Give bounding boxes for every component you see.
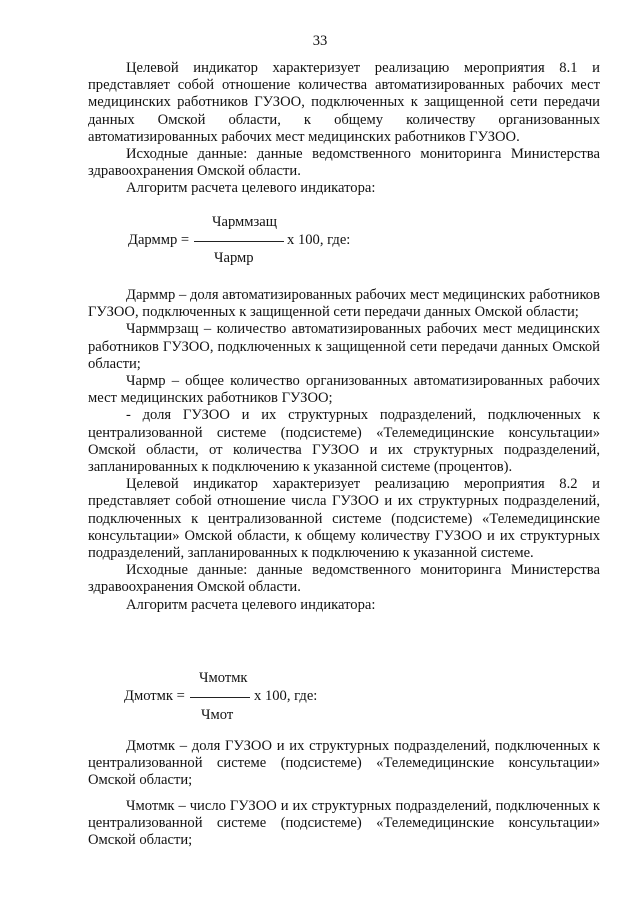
section-indicator-8-1 xyxy=(88,60,600,198)
fraction-bar xyxy=(194,241,284,242)
section-definitions-8-2 xyxy=(88,738,600,849)
definition-charmmrzasch: Чарммрзащ – количество автоматизированных рабочих мест медицинских работников ГУЗОО, подключенных к защищенной сети передачи данных Омской области; xyxy=(88,321,600,372)
definition-dmotmk: Дмотмк – доля ГУЗОО и их структурных подразделений, подключенных к централизованной системе (подсистеме) «Телемедицинские консультации» Омской области; xyxy=(88,738,600,789)
formula-lhs: Дарммр = xyxy=(128,232,190,248)
formula-denominator: Чмот xyxy=(201,707,234,723)
formula-denominator: Чармр xyxy=(214,250,254,266)
page-number: 33 xyxy=(312,33,328,49)
paragraph-indicator-8-1-description: Целевой индикатор характеризует реализацию мероприятия 8.1 и представляет собой отношение количества автоматизированных рабочих мест медицинских работников ГУЗОО, подключенных к защищенной сети передачи данных Омской области, к общему количеству организованных автоматизированных рабочих мест медицинских работников ГУЗОО. xyxy=(88,60,600,145)
paragraph-indicator-8-2-description: Целевой индикатор характеризует реализацию мероприятия 8.2 и представляет собой отношение числа ГУЗОО и их структурных подразделений, подключенных к централизованной системе (подсистеме) «Телемедицинские консультации» Омской области, к общему количеству ГУЗОО и их структурных подразделений, запланированных к подключению к указанной системе. xyxy=(88,476,600,562)
definition-darmmr: Дарммр – доля автоматизированных рабочих мест медицинских работников ГУЗОО, подключенных к защищенной сети передачи данных Омской области; xyxy=(88,287,600,321)
paragraph-telemedicine-share: - доля ГУЗОО и их структурных подразделений, подключенных к централизованной системе (подсистеме) «Телемедицинские консультации» Омской области, от количества ГУЗОО и их структурных подразделений, запланированных к подключению к указанной системе (процентов). xyxy=(88,407,600,476)
formula-lhs: Дмотмк = xyxy=(124,688,185,704)
formula-rhs: х 100, где: xyxy=(254,688,318,704)
formula-numerator: Чмотмк xyxy=(199,670,248,686)
definition-chmotmk: Чмотмк – число ГУЗОО и их структурных подразделений, подключенных к централизованной системе (подсистеме) «Телемедицинские консультации» Омской области; xyxy=(88,797,600,849)
paragraph-source-data: Исходные данные: данные ведомственного мониторинга Министерства здравоохранения Омской области. xyxy=(88,146,600,180)
formula-darmmr xyxy=(0,212,640,272)
definition-charmr: Чармр – общее количество организованных автоматизированных рабочих мест медицинских работников ГУЗОО; xyxy=(88,373,600,407)
formula-numerator: Чарммзащ xyxy=(212,214,277,230)
formula-rhs: х 100, где: xyxy=(287,232,351,248)
paragraph-source-data-2: Исходные данные: данные ведомственного мониторинга Министерства здравоохранения Омской области. xyxy=(88,562,600,596)
paragraph-algorithm-heading-2: Алгоритм расчета целевого индикатора: xyxy=(126,596,376,613)
paragraph-algorithm-heading: Алгоритм расчета целевого индикатора: xyxy=(126,180,376,197)
formula-dmotmk xyxy=(0,670,640,730)
fraction-bar xyxy=(190,697,250,698)
section-definitions-8-1 xyxy=(88,287,600,614)
